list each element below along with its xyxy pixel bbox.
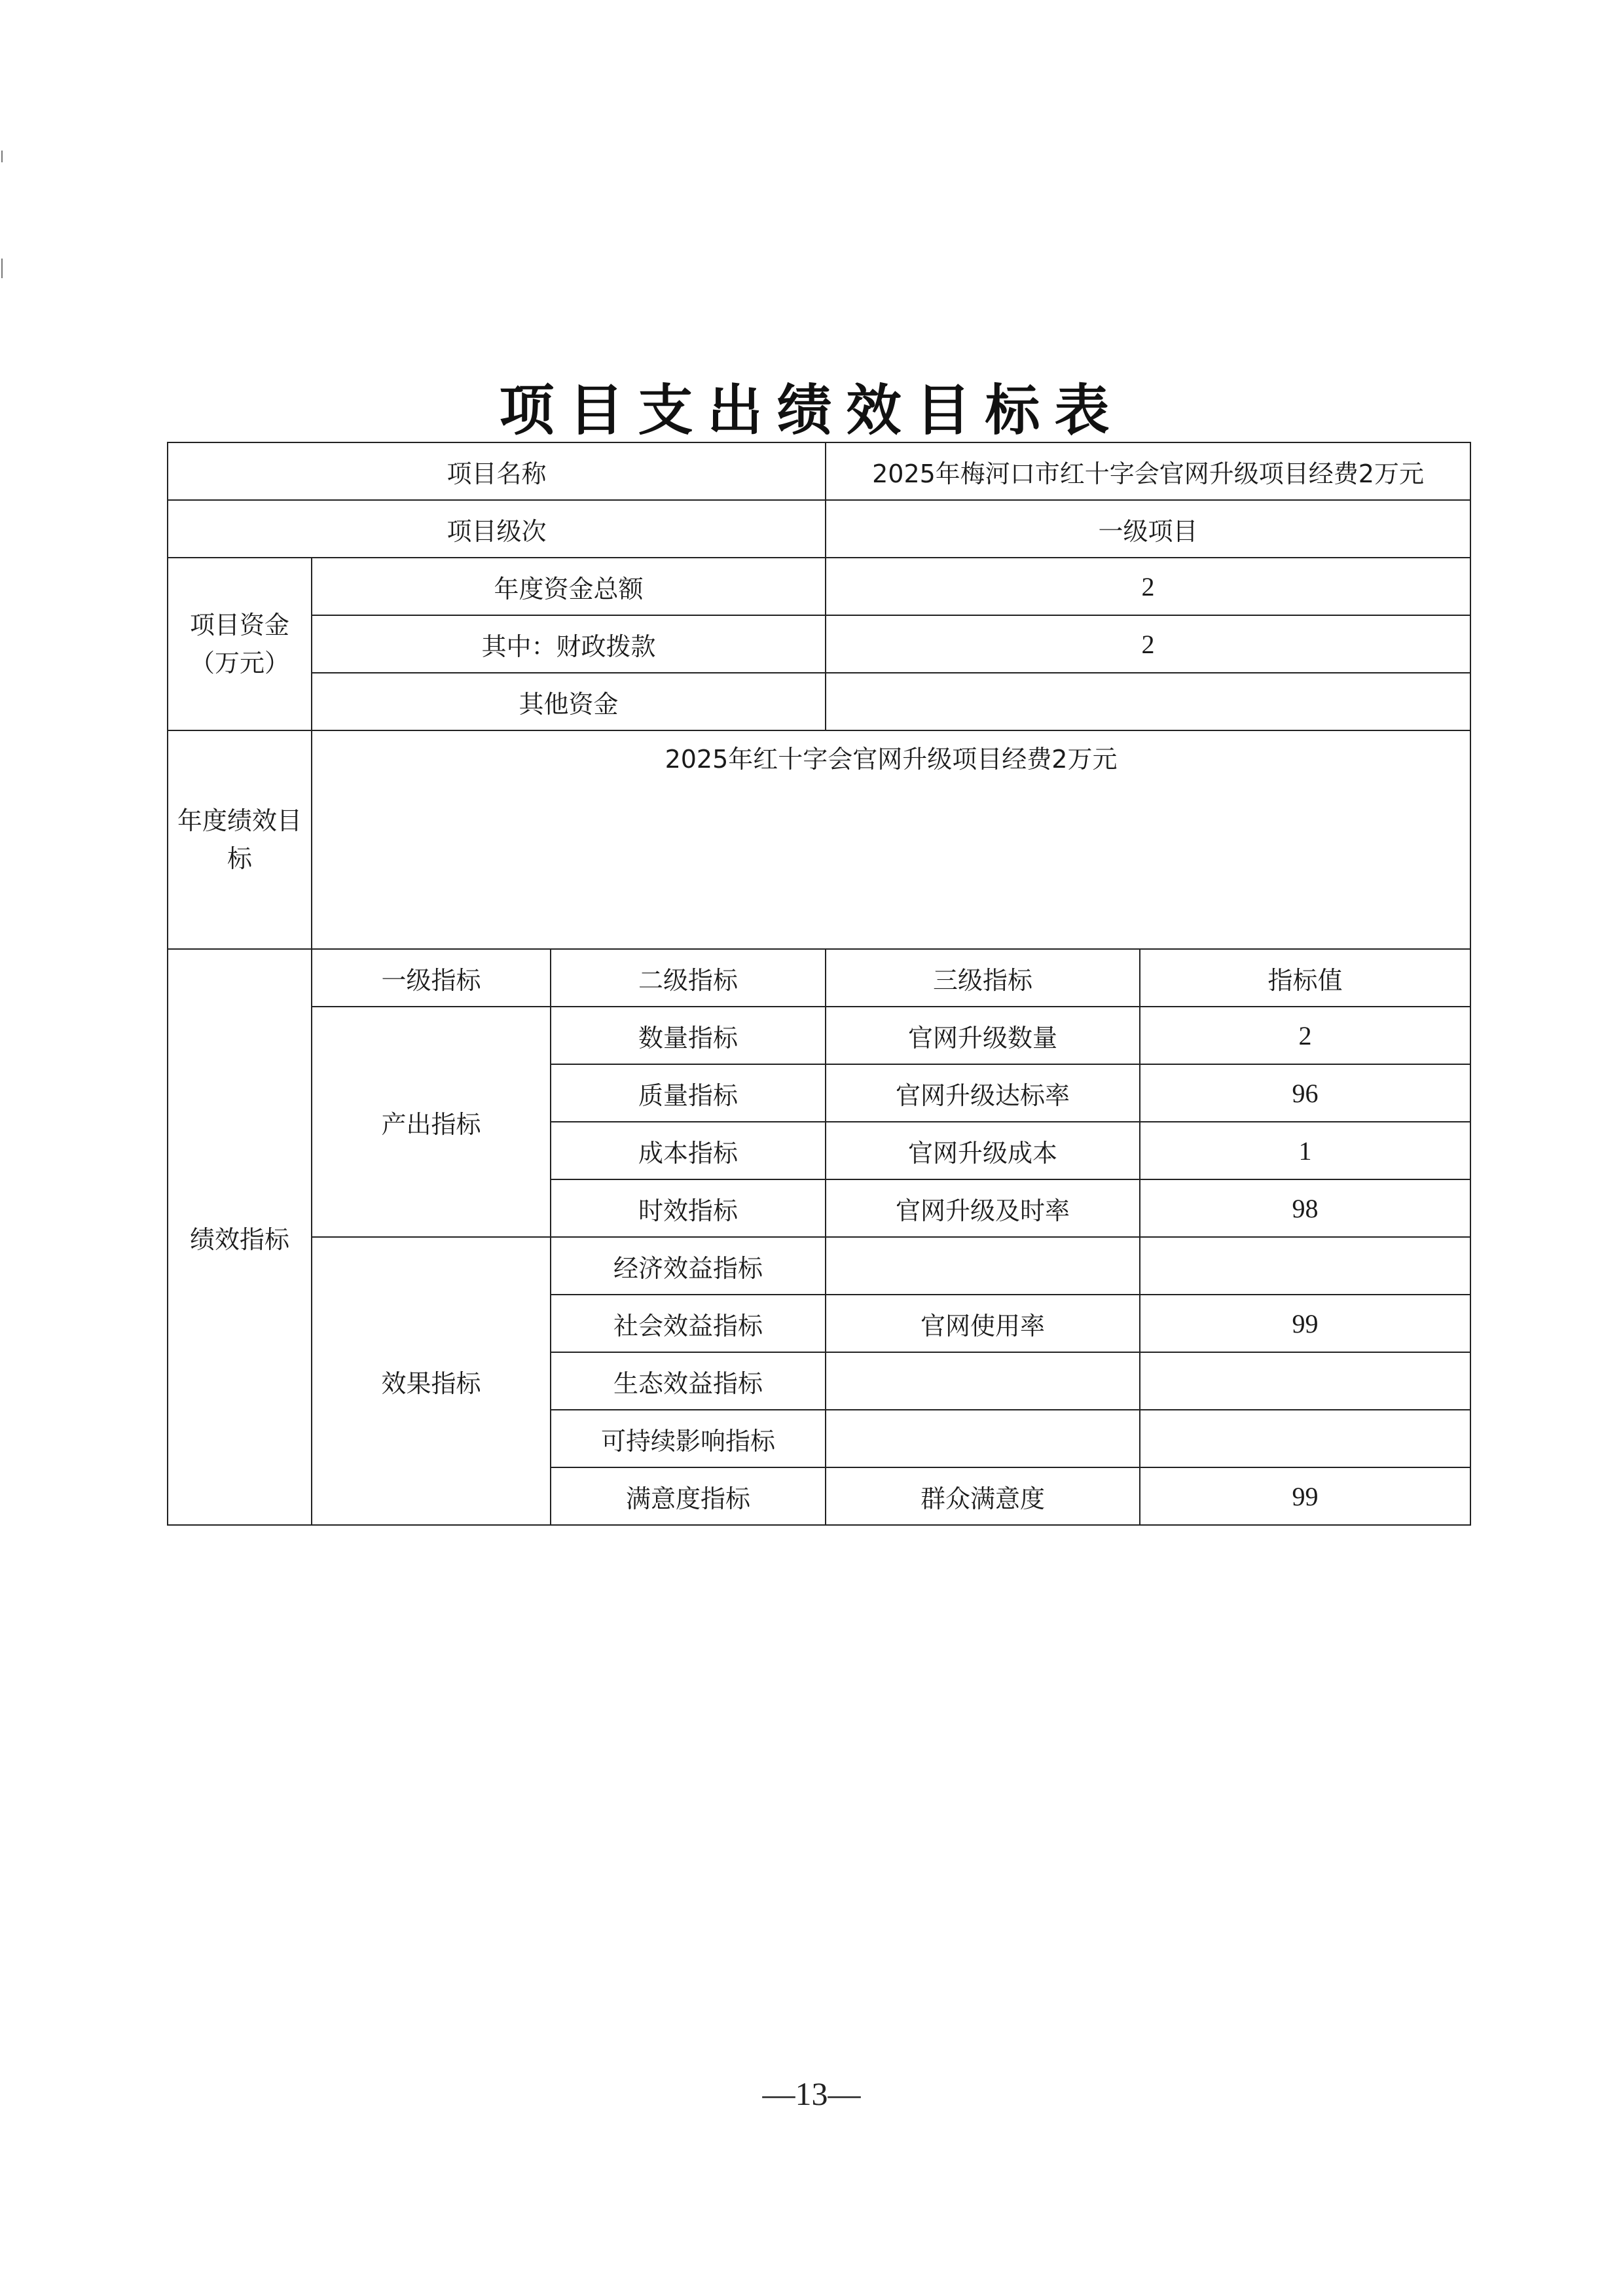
funds-group-label: 项目资金（万元） — [168, 558, 312, 730]
level3-cell: 官网升级达标率 — [826, 1064, 1140, 1122]
level2-cell: 成本指标 — [551, 1122, 826, 1179]
table-row — [168, 1237, 1470, 1295]
level3-cell — [826, 1352, 1140, 1410]
project-name-label: 项目名称 — [168, 442, 826, 500]
funds-label: 年度资金总额 — [312, 558, 826, 615]
page-number: —13— — [762, 2075, 861, 2112]
level2-cell: 满意度指标 — [551, 1467, 826, 1525]
value-cell: 1 — [1140, 1122, 1470, 1179]
value-cell: 2 — [1140, 1007, 1470, 1064]
funds-label: 其他资金 — [312, 673, 826, 730]
level2-cell: 数量指标 — [551, 1007, 826, 1064]
table-row — [168, 500, 1470, 558]
funds-label: 其中：财政拨款 — [312, 615, 826, 673]
level2-cell: 经济效益指标 — [551, 1237, 826, 1295]
funds-value: 2 — [826, 615, 1470, 673]
scan-edge-mark — [1, 151, 3, 162]
value-cell: 99 — [1140, 1295, 1470, 1352]
level2-cell: 质量指标 — [551, 1064, 826, 1122]
table-row — [168, 442, 1470, 500]
level3-cell: 官网升级数量 — [826, 1007, 1140, 1064]
table-row — [168, 1007, 1470, 1064]
level3-cell — [826, 1410, 1140, 1467]
table-row — [168, 730, 1470, 949]
table-row — [168, 615, 1470, 673]
performance-target-table — [167, 442, 1471, 1526]
level2-cell: 社会效益指标 — [551, 1295, 826, 1352]
page-title: 项目支出绩效目标表 — [499, 378, 1124, 442]
table-row — [168, 673, 1470, 730]
value-cell: 99 — [1140, 1467, 1470, 1525]
header-level1: 一级指标 — [312, 949, 551, 1007]
value-cell — [1140, 1237, 1470, 1295]
level3-cell: 官网升级及时率 — [826, 1179, 1140, 1237]
level2-cell: 生态效益指标 — [551, 1352, 826, 1410]
value-cell: 96 — [1140, 1064, 1470, 1122]
project-level-label: 项目级次 — [168, 500, 826, 558]
value-cell — [1140, 1410, 1470, 1467]
project-name-value: 2025年梅河口市红十字会官网升级项目经费2万元 — [826, 442, 1470, 500]
scan-edge-mark — [1, 259, 3, 278]
level3-cell: 官网使用率 — [826, 1295, 1140, 1352]
header-value: 指标值 — [1140, 949, 1470, 1007]
level3-cell: 官网升级成本 — [826, 1122, 1140, 1179]
project-level-value: 一级项目 — [826, 500, 1470, 558]
funds-value — [826, 673, 1470, 730]
indicators-group-label: 绩效指标 — [168, 949, 312, 1525]
level3-cell: 群众满意度 — [826, 1467, 1140, 1525]
annual-goal-value: 2025年红十字会官网升级项目经费2万元 — [312, 730, 1470, 949]
annual-goal-label: 年度绩效目标 — [168, 730, 312, 949]
value-cell — [1140, 1352, 1470, 1410]
funds-value: 2 — [826, 558, 1470, 615]
effect-indicator-label: 效果指标 — [312, 1237, 551, 1525]
output-indicator-label: 产出指标 — [312, 1007, 551, 1237]
table-row — [168, 558, 1470, 615]
value-cell: 98 — [1140, 1179, 1470, 1237]
header-level2: 二级指标 — [551, 949, 826, 1007]
table-row — [168, 949, 1470, 1007]
header-level3: 三级指标 — [826, 949, 1140, 1007]
level3-cell — [826, 1237, 1140, 1295]
level2-cell: 时效指标 — [551, 1179, 826, 1237]
level2-cell: 可持续影响指标 — [551, 1410, 826, 1467]
